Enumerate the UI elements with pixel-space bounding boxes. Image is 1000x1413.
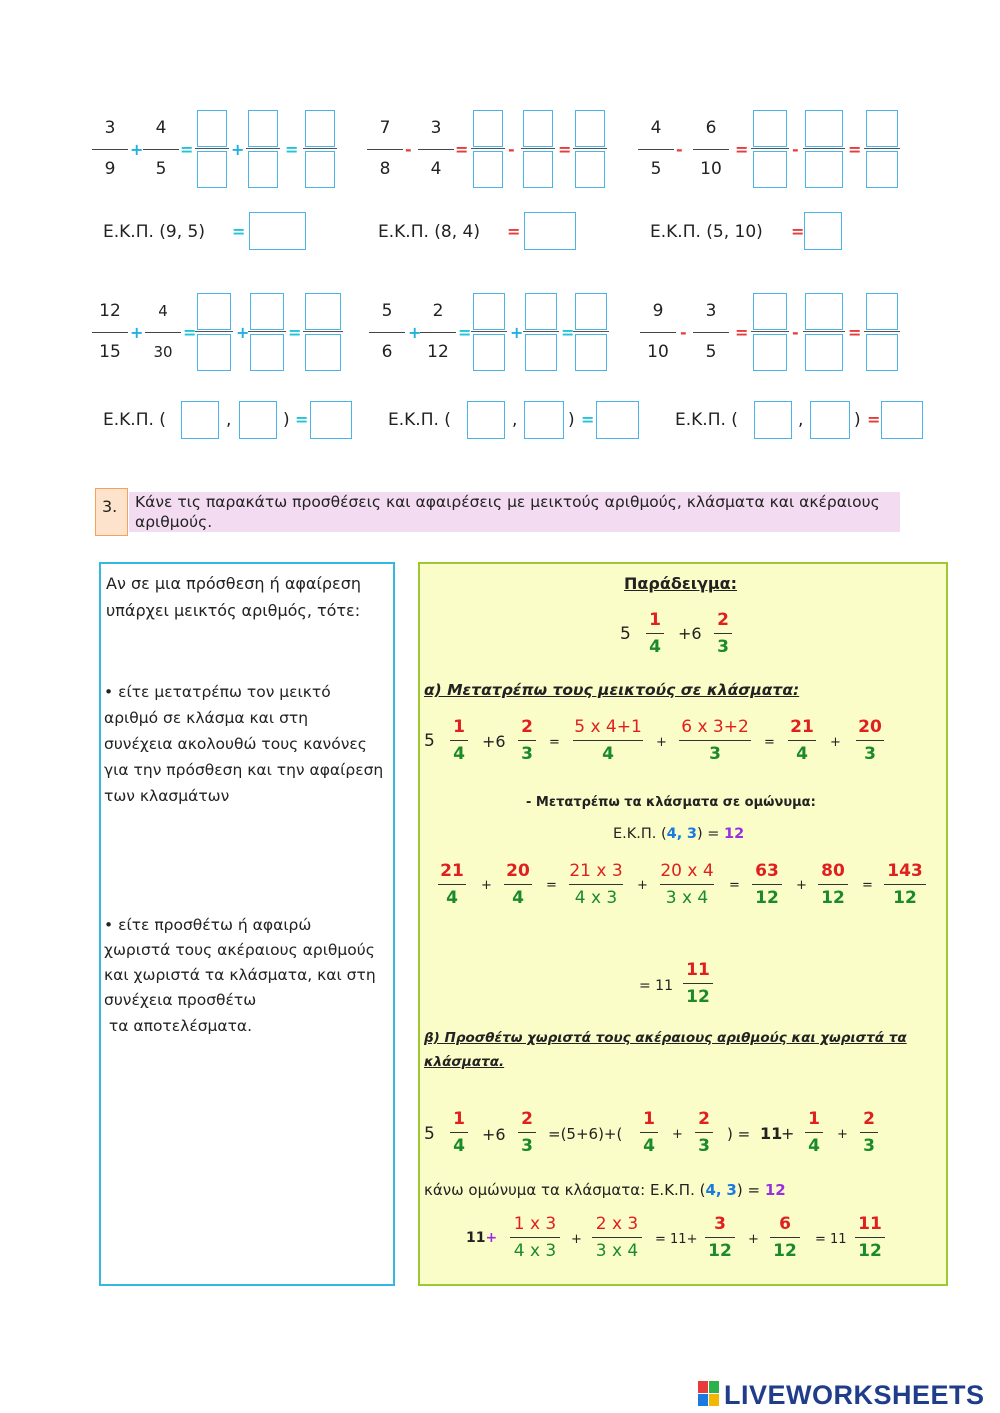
part-b-title: β) Προσθέτω χωριστά τους ακέραιους αριθμούς και χωριστά τα [424, 1030, 907, 1046]
equals-sign: = [458, 323, 472, 342]
fraction-21-4: 21 4 [788, 717, 816, 764]
example-title: Παράδειγμα: [624, 574, 738, 593]
fraction-1-4: 1 4 [640, 1109, 658, 1156]
numerator-input[interactable] [473, 293, 505, 330]
fraction-63-12: 63 12 [752, 861, 782, 908]
numerator-input[interactable] [575, 110, 605, 147]
numerator-input[interactable] [248, 110, 278, 147]
numerator-input[interactable] [250, 293, 284, 330]
fraction-21-4: 21 4 [438, 861, 466, 908]
part-b-title-cont: κλάσματα. [424, 1054, 505, 1070]
answer-fraction-2 [525, 293, 557, 371]
plus-sign: + [510, 323, 524, 342]
fraction-b: 3 4 [416, 118, 456, 181]
comma: , [226, 410, 232, 430]
minus-sign: - [792, 140, 799, 159]
expansion-fraction-2: 20 x 4 3 x 4 [660, 861, 714, 908]
minus-sign: - [676, 140, 683, 159]
example-box [418, 562, 948, 1286]
answer-fraction-1 [197, 110, 227, 188]
plus-sign: + [830, 735, 841, 750]
answer-fraction-result [305, 110, 335, 188]
lcm-label: Ε.Κ.Π. (5, 10) [650, 222, 763, 242]
fraction-3-12: 3 12 [705, 1214, 735, 1261]
equals-sign: = [295, 410, 309, 429]
lcm-answer-input[interactable] [249, 212, 306, 250]
plus-sign: + [236, 323, 250, 342]
answer-fraction-1 [753, 110, 787, 188]
lcm-label: Ε.Κ.Π. (8, 4) [378, 222, 480, 242]
explanation-intro-1: Αν σε μια πρόσθεση ή αφαίρεση [106, 574, 361, 593]
fraction-143-12: 143 12 [884, 861, 926, 908]
answer-fraction-1 [197, 293, 231, 371]
plus-6: +6 [482, 732, 506, 751]
liveworksheets-logo: LIVEWORKSHEETS [698, 1380, 985, 1411]
fraction-a: 4 5 [636, 118, 676, 181]
close-paren: ) [854, 410, 861, 430]
numerator-input[interactable] [523, 110, 553, 147]
denominator-input[interactable] [250, 334, 284, 371]
fraction-a: 9 10 [638, 301, 678, 364]
task-number: 3. [95, 488, 128, 536]
answer-fraction-1 [753, 293, 787, 371]
minus-sign: - [792, 323, 799, 342]
fraction-a: 5 6 [367, 301, 407, 364]
plus-sign: + [408, 323, 422, 342]
answer-fraction-result [575, 110, 605, 188]
task-instructions: Κάνε τις παρακάτω προσθέσεις και αφαιρέσεις με μεικτούς αριθμούς, κλάσματα και ακέραιους αριθμούς. [129, 492, 900, 532]
fraction-2-3: 2 3 [714, 610, 732, 657]
equals-sign: = [735, 323, 749, 342]
equals-sign: = [558, 140, 572, 159]
plus-sign: + [231, 140, 245, 159]
answer-fraction-2 [250, 293, 284, 371]
equals-sign: = [729, 878, 740, 893]
whole-11: 11+ [466, 1230, 498, 1246]
denominator-input[interactable] [753, 334, 787, 371]
numerator-input[interactable] [753, 293, 787, 330]
lcm-label: Ε.Κ.Π. ( [388, 410, 451, 430]
equals-sign: = [455, 140, 469, 159]
mixed-result: = 11 [639, 978, 673, 994]
close-paren: ) [568, 410, 575, 430]
lcm-number-input-1[interactable] [467, 401, 505, 439]
equals-sign: = [862, 878, 873, 893]
lcm-answer-input[interactable] [881, 401, 923, 439]
denominator-input[interactable] [473, 151, 503, 188]
fraction-b: 4 30 [143, 301, 183, 364]
equals-sign: = [180, 140, 194, 159]
bullet-1-line: συνέχεια ακολουθώ τους κανόνες [104, 735, 367, 753]
close-paren: ) [283, 410, 290, 430]
fraction-1-4: 1 4 [646, 610, 664, 657]
answer-fraction-1 [473, 293, 505, 371]
expansion-fraction-1: 21 x 3 4 x 3 [569, 861, 623, 908]
plus-6: +6 [678, 624, 702, 643]
denominator-input[interactable] [305, 334, 341, 371]
equals-sign: = [791, 222, 805, 241]
equals-sign: = [581, 410, 595, 429]
bullet-1-line: αριθμό σε κλάσμα και στη [104, 709, 309, 727]
conversion-fraction-2: 6 x 3+2 3 [679, 717, 751, 764]
bullet-2-line: τα αποτελέσματα. [104, 1017, 253, 1035]
equals-sign: = [561, 323, 575, 342]
denominator-input[interactable] [197, 151, 227, 188]
lcm-answer-input[interactable] [804, 212, 842, 250]
bullet-2-line: συνέχεια προσθέτω [104, 991, 257, 1009]
plus-sign: + [796, 878, 807, 893]
answer-fraction-result [866, 110, 898, 188]
lcm-number-input-2[interactable] [524, 401, 564, 439]
lcm-label: Ε.Κ.Π. (9, 5) [103, 222, 205, 242]
numerator-input[interactable] [473, 110, 503, 147]
expansion-fraction-2: 2 x 3 3 x 4 [592, 1214, 642, 1261]
plus-sign: + [481, 878, 492, 893]
numerator-input[interactable] [805, 110, 843, 147]
denominator-input[interactable] [575, 151, 605, 188]
fraction-b: 2 12 [418, 301, 458, 364]
numerator-input[interactable] [197, 110, 227, 147]
numerator-input[interactable] [866, 293, 898, 330]
lcm-answer-input[interactable] [524, 212, 576, 250]
whole-5: 5 [424, 1124, 435, 1144]
fraction-2-3: 2 3 [860, 1109, 878, 1156]
denominator-input[interactable] [525, 334, 557, 371]
whole-5: 5 [620, 624, 631, 644]
equals-sign: = [546, 878, 557, 893]
numerator-input[interactable] [197, 293, 231, 330]
plus-sign: + [672, 1127, 683, 1142]
equals-sign: = [867, 410, 881, 429]
denominator-input[interactable] [866, 151, 898, 188]
denominator-input[interactable] [575, 334, 607, 371]
expansion-fraction-1: 1 x 3 4 x 3 [510, 1214, 560, 1261]
fraction-6-12: 6 12 [770, 1214, 800, 1261]
grouping-expression: =(5+6)+( [548, 1125, 623, 1143]
fraction-a: 12 15 [90, 301, 130, 364]
bullet-1-line: • είτε μετατρέπω τον μεικτό [104, 683, 331, 701]
fraction-1-4: 1 4 [450, 717, 468, 764]
lcm-label: Ε.Κ.Π. ( [103, 410, 166, 430]
answer-fraction-2 [805, 110, 843, 188]
lcm-number-input-2[interactable] [239, 401, 277, 439]
equals-sign: = [288, 323, 302, 342]
numerator-input[interactable] [305, 293, 341, 330]
numerator-input[interactable] [305, 110, 335, 147]
plus-6: +6 [482, 1125, 506, 1144]
mixed-sum: = 11+ [655, 1232, 698, 1247]
comma: , [798, 410, 804, 430]
answer-fraction-2 [805, 293, 843, 371]
fraction-b: 6 10 [691, 118, 731, 181]
fraction-80-12: 80 12 [818, 861, 848, 908]
plus-sign: + [130, 323, 144, 342]
plus-sign: + [748, 1232, 759, 1247]
fraction-11-12: 11 12 [683, 960, 713, 1007]
fraction-2-3: 2 3 [518, 717, 536, 764]
answer-fraction-result [575, 293, 607, 371]
answer-fraction-2 [523, 110, 553, 188]
numerator-input[interactable] [525, 293, 557, 330]
bullet-1-line: των κλασμάτων [104, 787, 230, 805]
equals-sign: = [549, 735, 560, 750]
plus-sign: + [130, 140, 144, 159]
denominator-input[interactable] [197, 334, 231, 371]
bullet-2-line: και χωριστά τα κλάσματα, και στη [104, 966, 376, 984]
lcm-example: Ε.Κ.Π. (4, 3) = 12 [613, 826, 745, 842]
task-header [95, 488, 900, 532]
equals-sign: = [735, 140, 749, 159]
grouping-close: ) = [727, 1125, 751, 1143]
mixed-result: = 11 [815, 1232, 847, 1247]
fraction-2-3: 2 3 [518, 1109, 536, 1156]
part-a-title: α) Μετατρέπω τους μεικτούς σε κλάσματα: [424, 681, 800, 699]
equals-sign: = [232, 222, 246, 241]
numerator-input[interactable] [575, 293, 607, 330]
lcm-number-input-1[interactable] [181, 401, 219, 439]
equals-sign: = [183, 323, 197, 342]
answer-fraction-result [305, 293, 341, 371]
fraction-a: 3 9 [90, 118, 130, 181]
whole-11: 11 [760, 1124, 783, 1143]
fraction-20-3: 20 3 [856, 717, 884, 764]
numerator-input[interactable] [753, 110, 787, 147]
denominator-input[interactable] [248, 151, 278, 188]
conversion-fraction-1: 5 x 4+1 4 [574, 717, 642, 764]
fraction-20-4: 20 4 [504, 861, 532, 908]
bullet-2-line: χωριστά τους ακέραιους αριθμούς [104, 941, 375, 959]
bullet-2-line: • είτε προσθέτω ή αφαιρώ [104, 916, 312, 934]
equals-sign: = [848, 140, 862, 159]
lcm-number-input-1[interactable] [754, 401, 792, 439]
bullet-1-line: για την πρόσθεση και την αφαίρεση [104, 761, 384, 779]
plus-sign: + [837, 1127, 848, 1142]
lcm-number-input-2[interactable] [810, 401, 850, 439]
numerator-input[interactable] [805, 293, 843, 330]
denominator-input[interactable] [473, 334, 505, 371]
fraction-1-4: 1 4 [805, 1109, 823, 1156]
fraction-2-3: 2 3 [695, 1109, 713, 1156]
lcm-answer-input[interactable] [310, 401, 352, 439]
logo-icon [698, 1381, 720, 1407]
denominator-input[interactable] [805, 151, 843, 188]
denominator-input[interactable] [866, 334, 898, 371]
minus-sign: - [405, 140, 412, 159]
fraction-b: 4 5 [141, 118, 181, 181]
convert-like-fractions-note: - Μετατρέπω τα κλάσματα σε ομώνυμα: [526, 795, 816, 810]
plus-sign: + [781, 1124, 795, 1143]
equals-sign: = [507, 222, 521, 241]
minus-sign: - [508, 140, 515, 159]
lcm-answer-input[interactable] [596, 401, 639, 439]
denominator-input[interactable] [753, 151, 787, 188]
denominator-input[interactable] [523, 151, 553, 188]
equals-sign: = [848, 323, 862, 342]
answer-fraction-2 [248, 110, 278, 188]
fraction-b: 3 5 [691, 301, 731, 364]
explanation-intro-2: υπάρχει μεικτός αριθμός, τότε: [106, 601, 361, 620]
equals-sign: = [764, 735, 775, 750]
fraction-a: 7 8 [365, 118, 405, 181]
plus-sign: + [656, 735, 667, 750]
equals-sign: = [285, 140, 299, 159]
common-denominator-text: κάνω ομώνυμα τα κλάσματα: Ε.Κ.Π. (4, 3) = 12 [424, 1181, 786, 1199]
lcm-label: Ε.Κ.Π. ( [675, 410, 738, 430]
denominator-input[interactable] [305, 151, 335, 188]
whole-5: 5 [424, 731, 435, 751]
fraction-1-4: 1 4 [450, 1109, 468, 1156]
plus-sign: + [637, 878, 648, 893]
denominator-input[interactable] [805, 334, 843, 371]
minus-sign: - [680, 323, 687, 342]
comma: , [512, 410, 518, 430]
answer-fraction-1 [473, 110, 503, 188]
numerator-input[interactable] [866, 110, 898, 147]
answer-fraction-result [866, 293, 898, 371]
fraction-11-12: 11 12 [855, 1214, 885, 1261]
plus-sign: + [571, 1232, 582, 1247]
